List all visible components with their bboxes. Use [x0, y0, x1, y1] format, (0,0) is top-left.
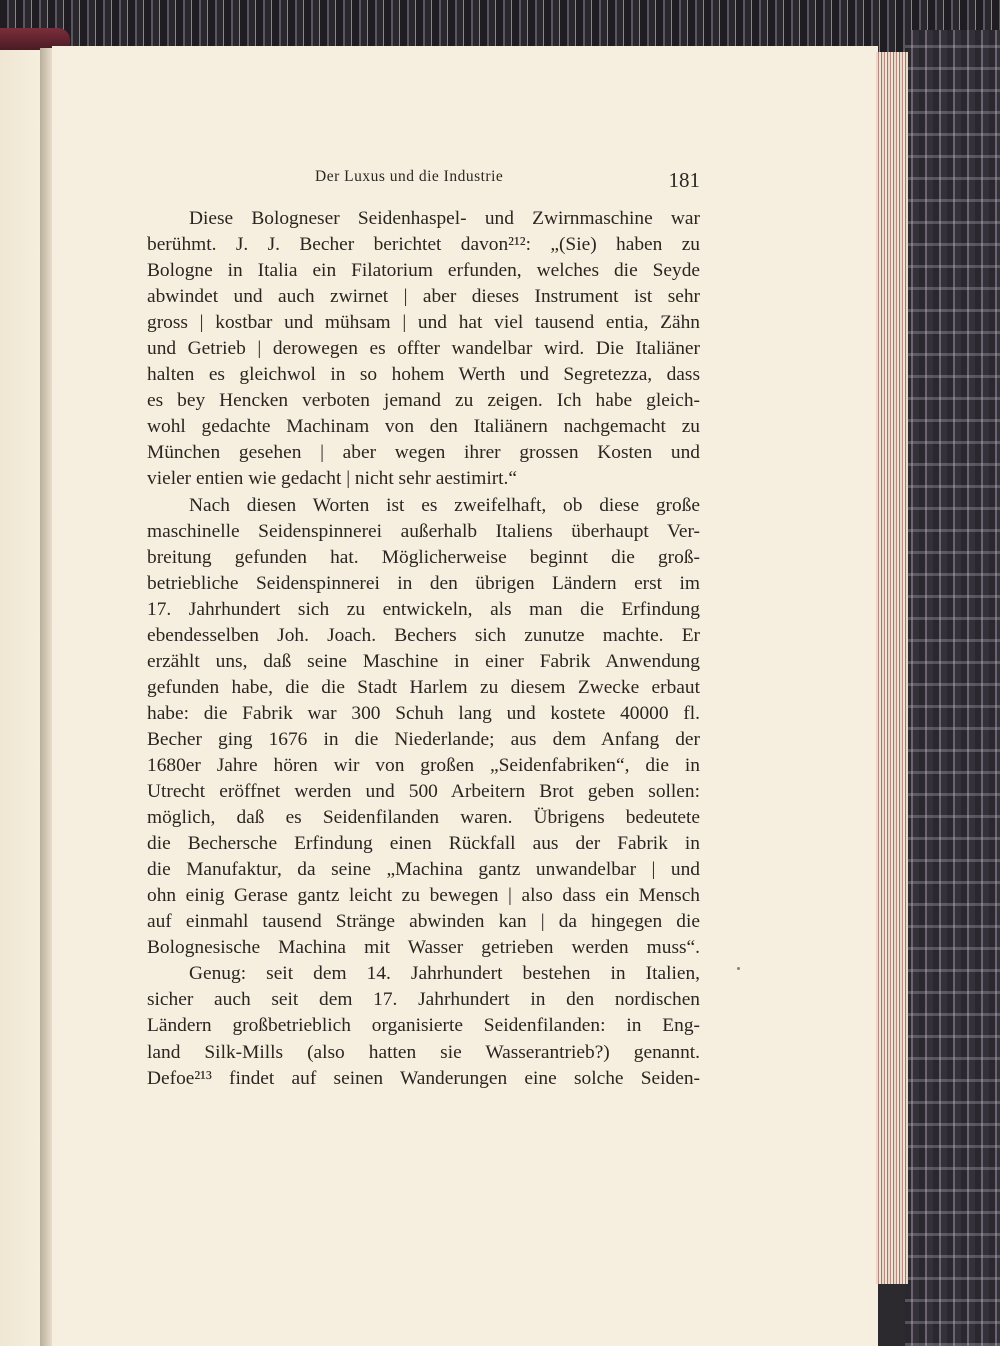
text-line: Utrecht eröffnet werden und 500 Arbeitern Brot geben sollen:: [147, 781, 700, 803]
body-text: [147, 206, 700, 1092]
text-line: Ländern großbetrieblich organisierte Seidenfilanden: in Eng-: [147, 1015, 700, 1037]
left-page-edge: [0, 50, 42, 1346]
text-line: erzählt uns, daß seine Maschine in einer Fabrik Anwendung: [147, 650, 700, 672]
text-line: und Getrieb | derowegen es offter wandelbar wird. Die Italiäner: [147, 338, 700, 360]
page-number: 181: [668, 168, 700, 192]
text-line: möglich, daß es Seidenfilanden waren. Übrigens bedeutete: [147, 807, 700, 829]
text-line: die Manufaktur, da seine „Machina gantz unwandelbar | und: [147, 859, 700, 881]
text-line: ohn einig Gerase gantz leicht zu bewegen | also dass ein Mensch: [147, 885, 700, 907]
text-line: berühmt. J. J. Becher berichtet davon²¹²: „(Sie) haben zu: [147, 234, 700, 256]
text-line: maschinelle Seidenspinnerei außerhalb Italiens überhaupt Ver-: [147, 520, 700, 542]
text-line: gross | kostbar und mühsam | und hat viel tausend entia, Zähn: [147, 312, 700, 334]
text-line: Nach diesen Worten ist es zweifelhaft, ob diese große: [189, 494, 700, 516]
text-line: 17. Jahrhundert sich zu entwickeln, als man die Erfindung: [147, 598, 700, 620]
text-line: Bologne in Italia ein Filatorium erfunden, welches die Seyde: [147, 260, 700, 282]
page-edges: [876, 52, 908, 1284]
text-line: auf einmahl tausend Stränge abwinden kan | da hingegen die: [147, 911, 700, 933]
text-line: Becher ging 1676 in die Niederlande; aus dem Anfang der: [147, 728, 700, 750]
text-line: ebendesselben Joh. Joach. Bechers sich zunutze machte. Er: [147, 624, 700, 646]
text-line: betriebliche Seidenspinnerei in den übrigen Ländern erst im: [147, 572, 700, 594]
text-line: es bey Hencken verboten jemand zu zeigen. Ich habe gleich-: [147, 390, 700, 412]
text-line: Defoe²¹³ findet auf seinen Wanderungen eine solche Seiden-: [147, 1067, 700, 1089]
text-line: die Bechersche Erfindung einen Rückfall aus der Fabrik in: [147, 833, 700, 855]
text-line: sicher auch seit dem 17. Jahrhundert in den nordischen: [147, 989, 700, 1011]
text-line: gefunden habe, die die Stadt Harlem zu diesem Zwecke erbaut: [147, 676, 700, 698]
book-cover-right: [905, 30, 1000, 1346]
text-line: München gesehen | aber wegen ihrer grossen Kosten und: [147, 442, 700, 464]
text-line: land Silk-Mills (also hatten sie Wasserantrieb?) genannt.: [147, 1041, 700, 1063]
text-line: breitung gefunden hat. Möglicherweise beginnt die groß-: [147, 546, 700, 568]
text-line: habe: die Fabrik war 300 Schuh lang und kostete 40000 fl.: [147, 702, 700, 724]
text-line: 1680er Jahre hören wir von großen „Seidenfabriken“, die in: [147, 754, 700, 776]
margin-mark: [737, 967, 740, 970]
text-line: halten es gleichwol in so hohem Werth und Segretezza, dass: [147, 364, 700, 386]
running-head: Der Luxus und die Industrie: [315, 168, 504, 185]
text-line: abwindet und auch zwirnet | aber dieses Instrument ist sehr: [147, 286, 700, 308]
text-line: Genug: seit dem 14. Jahrhundert bestehen in Italien,: [189, 963, 700, 985]
text-line: vieler entien wie gedacht | nicht sehr aestimirt.“: [147, 468, 518, 490]
text-line: wohl gedachte Machinam von den Italiänern nachgemacht zu: [147, 416, 700, 438]
text-line: Bolognesische Machina mit Wasser getrieben werden muss“.: [147, 937, 700, 959]
text-line: Diese Bologneser Seidenhaspel- und Zwirnmaschine war: [189, 208, 700, 229]
page-header: [147, 164, 700, 194]
